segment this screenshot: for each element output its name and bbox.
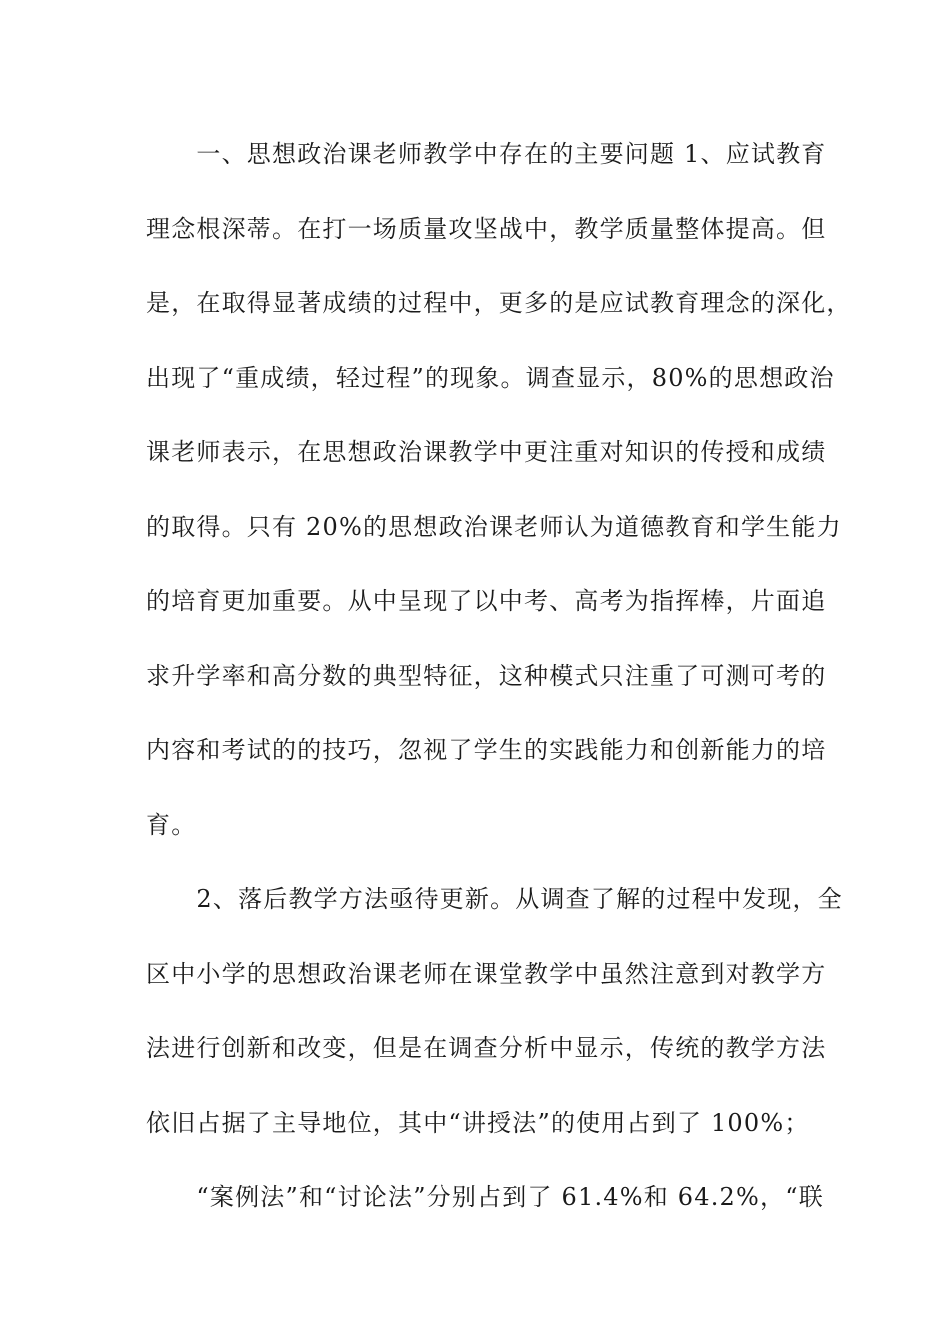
text-line: 法进行创新和改变，但是在调查分析中显示，传统的教学方法: [146, 1034, 827, 1062]
text-line: 是，在取得显著成绩的过程中，更多的是应试教育理念的深化，: [146, 289, 852, 317]
text-line: “案例法”和“讨论法”分别占到了 61.4%和 64.2%，“联: [146, 1183, 824, 1211]
text-line: 理念根深蒂。在打一场质量攻坚战中，教学质量整体提高。但: [146, 214, 827, 243]
text-line: 一、思想政治课老师教学中存在的主要问题 1、应试教育: [146, 140, 827, 168]
text-line: 内容和考试的的技巧，忽视了学生的实践能力和创新能力的培: [146, 736, 827, 764]
text-line: 区中小学的思想政治课老师在课堂教学中虽然注意到对教学方: [146, 959, 827, 988]
text-line: 课老师表示，在思想政治课教学中更注重对知识的传授和成绩: [146, 438, 827, 466]
text-line: 出现了“重成绩，轻过程”的现象。调查显示，80%的思想政治: [146, 363, 835, 392]
text-line: 的培育更加重要。从中呈现了以中考、高考为指挥棒，片面追: [146, 587, 827, 615]
text-line: 依旧占据了主导地位，其中“讲授法”的使用占到了 100%；: [146, 1108, 810, 1137]
text-line: 的取得。只有 20%的思想政治课老师认为道德教育和学生能力: [146, 512, 842, 541]
document-body: [146, 130, 852, 1248]
text-line: 求升学率和高分数的典型特征，这种模式只注重了可测可考的: [146, 661, 827, 690]
text-line: 育。: [146, 810, 197, 839]
text-line: 2、落后教学方法亟待更新。从调查了解的过程中发现，全: [146, 885, 843, 913]
